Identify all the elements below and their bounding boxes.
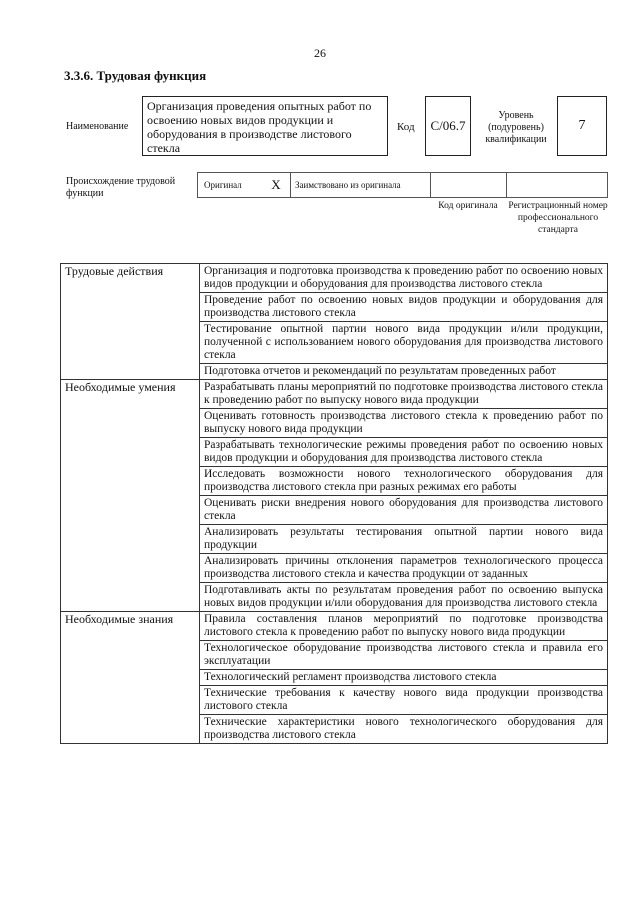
- origin-label: Происхождение трудовой функции: [66, 176, 176, 199]
- competency-table: [60, 263, 608, 744]
- item-cell: Проведение работ по освоению новых видов продукции и оборудования для производства листового стекла: [200, 293, 608, 322]
- level-label: Уровень (подуровень) квалификации: [485, 110, 547, 145]
- origin-divider: [290, 173, 291, 197]
- code-label: Код: [397, 121, 415, 133]
- item-cell: Анализировать результаты тестирования опытной партии нового вида продукции: [200, 525, 608, 554]
- item-cell: Технологическое оборудование производства листового стекла и правила его эксплуатации: [200, 641, 608, 670]
- origin-divider: [430, 173, 431, 197]
- item-cell: Подготовка отчетов и рекомендаций по результатам проведенных работ: [200, 364, 608, 380]
- item-cell: Разрабатывать планы мероприятий по подготовке производства листового стекла к проведению работ по выпуску нового вида продукции: [200, 380, 608, 409]
- category-cell: Необходимые знания: [61, 612, 200, 744]
- reg-number-label: Регистрационный номер профессионального стандарта: [508, 201, 608, 235]
- item-cell: Разрабатывать технологические режимы проведения работ по освоению новых видов продукции и оборудования для производства листового стекла: [200, 438, 608, 467]
- item-cell: Организация и подготовка производства к проведению работ по освоению новых видов продукции и оборудования для производства листового стекла: [200, 264, 608, 293]
- origin-row: [197, 172, 608, 198]
- item-cell: Исследовать возможности нового технологического оборудования для производства листового стекла при разных режимах его работы: [200, 467, 608, 496]
- level-value-box: 7: [557, 96, 607, 156]
- item-cell: Оценивать риски внедрения нового оборудования для производства листового стекла: [200, 496, 608, 525]
- item-cell: Технологический регламент производства листового стекла: [200, 670, 608, 686]
- original-mark: X: [271, 177, 281, 192]
- item-cell: Правила составления планов мероприятий по подготовке производства листового стекла к проведению работ по выпуску нового вида продукции: [200, 612, 608, 641]
- page-number: 26: [314, 46, 326, 60]
- item-cell: Подготавливать акты по результатам проведения работ по освоению выпуска новых видов продукции и/или оборудования для производства листового стекла: [200, 583, 608, 612]
- item-cell: Тестирование опытной партии нового вида продукции и/или продукции, полученной с использованием нового оборудования для производства листового стекла: [200, 322, 608, 364]
- function-name-box: Организация проведения опытных работ по освоению новых видов продукции и оборудования в производстве листового стекла: [142, 96, 388, 156]
- section-title: 3.3.6. Трудовая функция: [64, 68, 207, 83]
- table-row: [61, 380, 608, 409]
- name-label: Наименование: [66, 121, 129, 132]
- borrowed-label: Заимствовано из оригинала: [295, 180, 401, 190]
- item-cell: Анализировать причины отклонения параметров технологического процесса производства листового стекла и качества продукции от заданных: [200, 554, 608, 583]
- original-label: Оригинал: [204, 180, 242, 190]
- item-cell: Технические характеристики нового технологического оборудования для производства листового стекла: [200, 715, 608, 744]
- table-row: [61, 612, 608, 641]
- table-row: [61, 264, 608, 293]
- item-cell: Технические требования к качеству нового вида продукции производства листового стекла: [200, 686, 608, 715]
- category-cell: Трудовые действия: [61, 264, 200, 380]
- code-value-box: C/06.7: [425, 96, 471, 156]
- category-cell: Необходимые умения: [61, 380, 200, 612]
- origin-divider: [506, 173, 507, 197]
- item-cell: Оценивать готовность производства листового стекла к проведению работ по выпуску нового вида продукции: [200, 409, 608, 438]
- code-original-label: Код оригинала: [438, 201, 498, 211]
